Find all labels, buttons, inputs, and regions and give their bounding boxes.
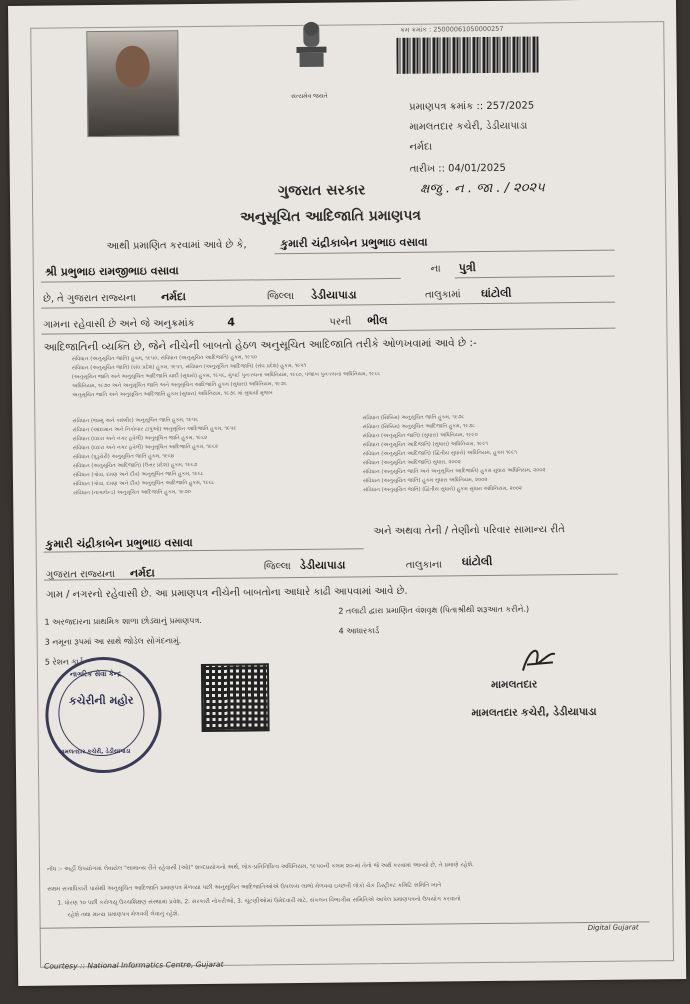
- fine-line: સંવિધાન (દાદરા અને નગર હવેલી) અનુસૂચિત જાતિ હુકમ, ૧૯૬૨: [72, 434, 208, 443]
- document-item: 3 નમૂના રૂપમાં આ સાથે જોડેલ સોગંદનામું.: [44, 636, 182, 647]
- relation-lead: ના: [430, 263, 441, 275]
- state-lead-repeat: ગુજરાત રાજ્યના: [45, 568, 115, 581]
- signatory-office: મામલતદાર કચેરી, ડેડીયાપાડા: [471, 705, 597, 720]
- relation: પુત્રી: [458, 261, 476, 275]
- district-label: જિલ્લા: [267, 291, 295, 303]
- serial-number: ક્રમ ક્રમાંક : 25000061050000257: [400, 24, 504, 34]
- legal-orders-right: [362, 411, 633, 495]
- fine-line: સંવિધાન (અનુસૂચિત જાતિ) હુકમ, ૧૯૫૦, સંવિધાન (અનુસૂચિત આદિજાતિ) હુકમ, ૧૯૫૦: [71, 354, 257, 363]
- family-text: અને અથવા તેની / તેણીનો પરિવાર સામાન્ય રીતે: [373, 524, 565, 538]
- fine-line: સંવિધાન (અનુસૂચિત જાતિ) (સુધારા) અધિનિયમ, ૧૯૯૦: [362, 432, 478, 440]
- fine-line: અધિનિયમ, ૧૯૭૦ અને અનુસૂચિત જાતિ અને અનુસૂચિત આદિજાતિ હુકમ (સુધારા) અધિનિયમ, ૧૯૭૬: [71, 381, 287, 390]
- district-label-repeat: જિલ્લા: [263, 561, 291, 573]
- taluka-label-repeat: તાલુકાના: [405, 559, 442, 571]
- signatory-designation: મામલતદાર: [491, 678, 538, 691]
- recognition-text: આદિજાતિની વ્યક્તિ છે, જેને નીચેની બાબતો હેઠળ અનુસૂચિત આદિજાતિ તરીકે ઓળખવામાં આવે છે :-: [43, 337, 477, 354]
- document-item: 5 રેશન કાર્ડ: [44, 657, 84, 667]
- fine-line: સંવિધાન (પુડુચેરી) અનુસૂચિત જાતિ હુકમ, ૧૯૬૪: [72, 453, 175, 461]
- issue-date: તારીખ :: 04/01/2025: [409, 162, 506, 175]
- person-name-repeat: કુમારી ચંદ્રીકાબેન પ્રભુભાઇ વસાવા: [45, 536, 193, 551]
- legal-orders-left: [72, 415, 333, 499]
- courtesy-label: Courtesy :: National Informatics Centre, Gujarat: [44, 959, 224, 971]
- seal-bottom-text: મામલતદાર કચેરી, ડેડીયાપાડા: [58, 747, 131, 756]
- district: નર્મદા: [160, 290, 186, 304]
- handwritten-reference: ક્ષજુ . ન . જા . / ૨૦૨૫: [419, 180, 545, 197]
- document-item: 2 તલાટી દ્વારા પ્રમાણિત વંશવૃક્ષ (પિતાશ્રીથી શરૂઆત કરીને.): [338, 604, 530, 616]
- fine-line: સંવિધાન (ગોવા, દમણ અને દીવ) અનુસૂચિત જાતિ હુકમ, ૧૯૬૮: [72, 470, 204, 479]
- fine-line: સંવિધાન (અનુસૂચિત આદિજાતિ) (ઉત્તર પ્રદેશ) હુકમ, ૧૯૬૭: [72, 462, 198, 470]
- intro-text: આથી પ્રમાણિત કરવામાં આવે છે કે,: [106, 239, 247, 252]
- fine-line: સંવિધાન (અનુસૂચિત જાતિ) (સંઘ પ્રદેશ) હુકમ, ૧૯૫૧, સંવિધાન (અનુસૂચિત આદિજાતિ) (સંઘ પ્રદેશ) હુકમ, ૧૯૫૧: [71, 362, 307, 372]
- taluka-name-repeat: ડેડીયાપાડા: [299, 558, 346, 572]
- ashoka-emblem-icon: [288, 17, 335, 89]
- fine-line: સંવિધાન (અનુસૂચિત આદિજાતિ) સુધારા, ૨૦૦૨: [362, 459, 461, 467]
- seal-top-text: નાગરિક સેવા કેન્દ્ર: [69, 669, 122, 679]
- person-name: કુમારી ચંદ્રીકાબેન પ્રભુભાઇ વસાવા: [280, 235, 428, 251]
- footer-line: રહેશે તથા માન્ય પ્રમાણપત્ર મેળવવી લેવાનું રહેશે.: [67, 911, 180, 919]
- seal-center-text: કચેરીની મહોર: [68, 693, 134, 708]
- fine-line: સંવિધાન (નાગાલેન્ડ) અનુસૂચિત આદિજાતિ હુકમ, ૧૯૭૦: [73, 489, 191, 497]
- qr-code: [201, 663, 270, 732]
- basis-text: ગામ / નગરનો રહેવાસી છે. આ પ્રમાણપત્ર નીચેની બાબતોના આધારે કાઢી આપવામાં આવે છે.: [46, 585, 408, 601]
- fine-line: સંવિધાન (અનુસૂચિત જાતિ) હુકમ સુધારા અધિનિયમ, ૨૦૦૨: [362, 477, 488, 485]
- certificate-sheet: [8, 0, 686, 986]
- footer-line: 1. ધોરણ ૧૦ પછી કરોળયુ ઉચ્ચશિક્ષણ સંસ્થામાં પ્રવેશ, 2. સરકારી નોકરીઓ, 3. ચૂંટણીઓમાં ઉમેદવારી માટે, સંકલન વિભાગીય સમિતિએ આપેલ પ્રમાણપત્રનો ઉપયોગ કરવાનો: [57, 896, 461, 907]
- certificate-title: અનુસૂચિત આદિજાતિ પ્રમાણપત્ર: [240, 207, 422, 226]
- footer-line: સક્ષમ સત્તાધિકારી પાસેથી અનુસૂચિત આદિજાતિ પ્રમાણપત્ર મેળવ્યા પછી અનુસૂચિત આદિજાતિઓએ ઉપલબ્ધ લાભો મેળવવા ઇચ્છતી લોકો ચેક ડિસ્ટ્રીક્ટ કમિટિ સમિતિ ખાતે: [47, 882, 442, 893]
- serial-lead: ગામના રહેવાસી છે અને જે અનુક્રમાંક: [43, 318, 195, 331]
- office-seal: [45, 656, 162, 773]
- signature: [515, 640, 565, 681]
- taluka-label: તાલુકામાં: [424, 289, 461, 301]
- fine-line: સંવિધાન (દાદરા અને નગર હવેલી) અનુસૂચિત આદિજાતિ હુકમ, ૧૯૬૨: [72, 443, 219, 452]
- taluka-name: ડેડીયાપાડા: [310, 288, 357, 302]
- tribe: ભીલ: [367, 314, 388, 328]
- fine-line: સંવિધાન (જમ્મુ અને કાશ્મીર) અનુસૂચિત જાતિ હુકમ, ૧૯૫૬: [72, 417, 199, 425]
- barcode: [396, 36, 538, 73]
- fine-line: સંવિધાન (અનુસૂચિત જાતિ અને અનુસૂચિત આદિજાતિ) હુકમ સુધારા અધિનિયમ, ૨૦૦૨: [362, 467, 546, 476]
- father-name: શ્રી પ્રભુભાઇ રામજીભાઇ વસાવા: [44, 264, 179, 279]
- fine-line: સંવિધાન (આંદામાન અને નિકોબાર ટાપુઓ) અનુસૂચિત આદિજાતિ હુકમ, ૧૯૫૯: [72, 425, 237, 434]
- fine-line: સંવિધાન (અનુસૂચિત આદિજાતિ) (સુધારા) અધિનિયમ, ૧૯૯૧: [362, 440, 488, 449]
- certificate-number: પ્રમાણપત્ર ક્રમાંક :: 257/2025: [409, 100, 535, 113]
- fine-line: સંવિધાન (સિક્કિમ) અનુસૂચિત આદિજાતિ હુકમ, ૧૯૭૮: [362, 423, 476, 431]
- document-item: 4 આધારકાર્ડ: [338, 626, 380, 636]
- fine-line: અનુસૂચિત જાતિ અને અનુસૂચિત આદિજાતિ હુકમ (સુધારા) અધિનિયમ, ૧૯૭૬ માં સુધાર્યા મુજબ: [72, 390, 273, 399]
- fine-line: સંવિધાન (સિક્કિમ) અનુસૂચિત જાતિ હુકમ, ૧૯૭૮: [362, 414, 465, 422]
- village: ઘાંટોલી: [480, 286, 512, 301]
- issuer-district: નર્મદા: [409, 141, 433, 153]
- village-repeat: ઘાંટોલી: [461, 554, 493, 569]
- legal-orders-block: [72, 349, 632, 400]
- fine-line: સંવિધાન (અનુસૂચિત જાતિ) (દ્વિતીય સુધારો) હુકમ સુધારા અધિનિયમ, ૨૦૦૨: [363, 485, 522, 494]
- government-heading: ગુજરાત સરકાર: [277, 182, 366, 200]
- applicant-photo: [86, 30, 179, 137]
- state-lead: છે, તે ગુજરાત રાજ્યના: [43, 292, 136, 305]
- tribe-lead: પરની: [329, 316, 352, 328]
- fine-line: સંવિધાન (અનુસૂચિત આદિજાતિ) (દ્વિતીય સુધારો) અધિનિયમ, હુકમ ૧૯૯૧: [362, 449, 517, 458]
- fine-line: સંવિધાન (ગોવા, દમણ અને દીવ) અનુસૂચિત આદિજાતિ હુકમ, ૧૯૬૮: [72, 479, 215, 488]
- fine-line: (અનુસૂચિત જાતિ અને અનુસૂચિત આદિજાતિ યાદી (સુધારો) હુકમ, ૧૯૫૬, મુંબઈ પુનઃરચના અધિનિયમ, ૧૯૬૦, પંજાબ પુનઃરચના અધિનિયમ, ૧૯૬૬: [71, 371, 381, 381]
- digital-gujarat-label: Digital Gujarat: [587, 923, 639, 932]
- issuer-office: મામલતદાર કચેરી, ડેડીયાપાડા: [409, 120, 528, 133]
- district-repeat: નર્મદા: [129, 566, 155, 580]
- serial-no: 4: [227, 315, 236, 329]
- emblem-caption: સત્યમેવ જયતે: [290, 92, 328, 101]
- document-item: 1 અરજદારના પ્રાથમિક શાળા છોડ્યાનું પ્રમાણપત્ર.: [44, 616, 202, 627]
- footer-note: નોંધ :- અહીં ઉપયોગમાં લેવાયેલ "સામાન્ય રીતે રહેવાસી (ઓ)" શબ્દપ્રયોગનો અર્થ, લોક-પ્રતિનિધિત્વ અધિનિયમ, ૧૯૫૦ની કલમ ૨૦-માં તેનો જે અર્થ કરવામાં આવ્યો છે, તે પ્રમાણે રહેશે.: [47, 862, 474, 873]
